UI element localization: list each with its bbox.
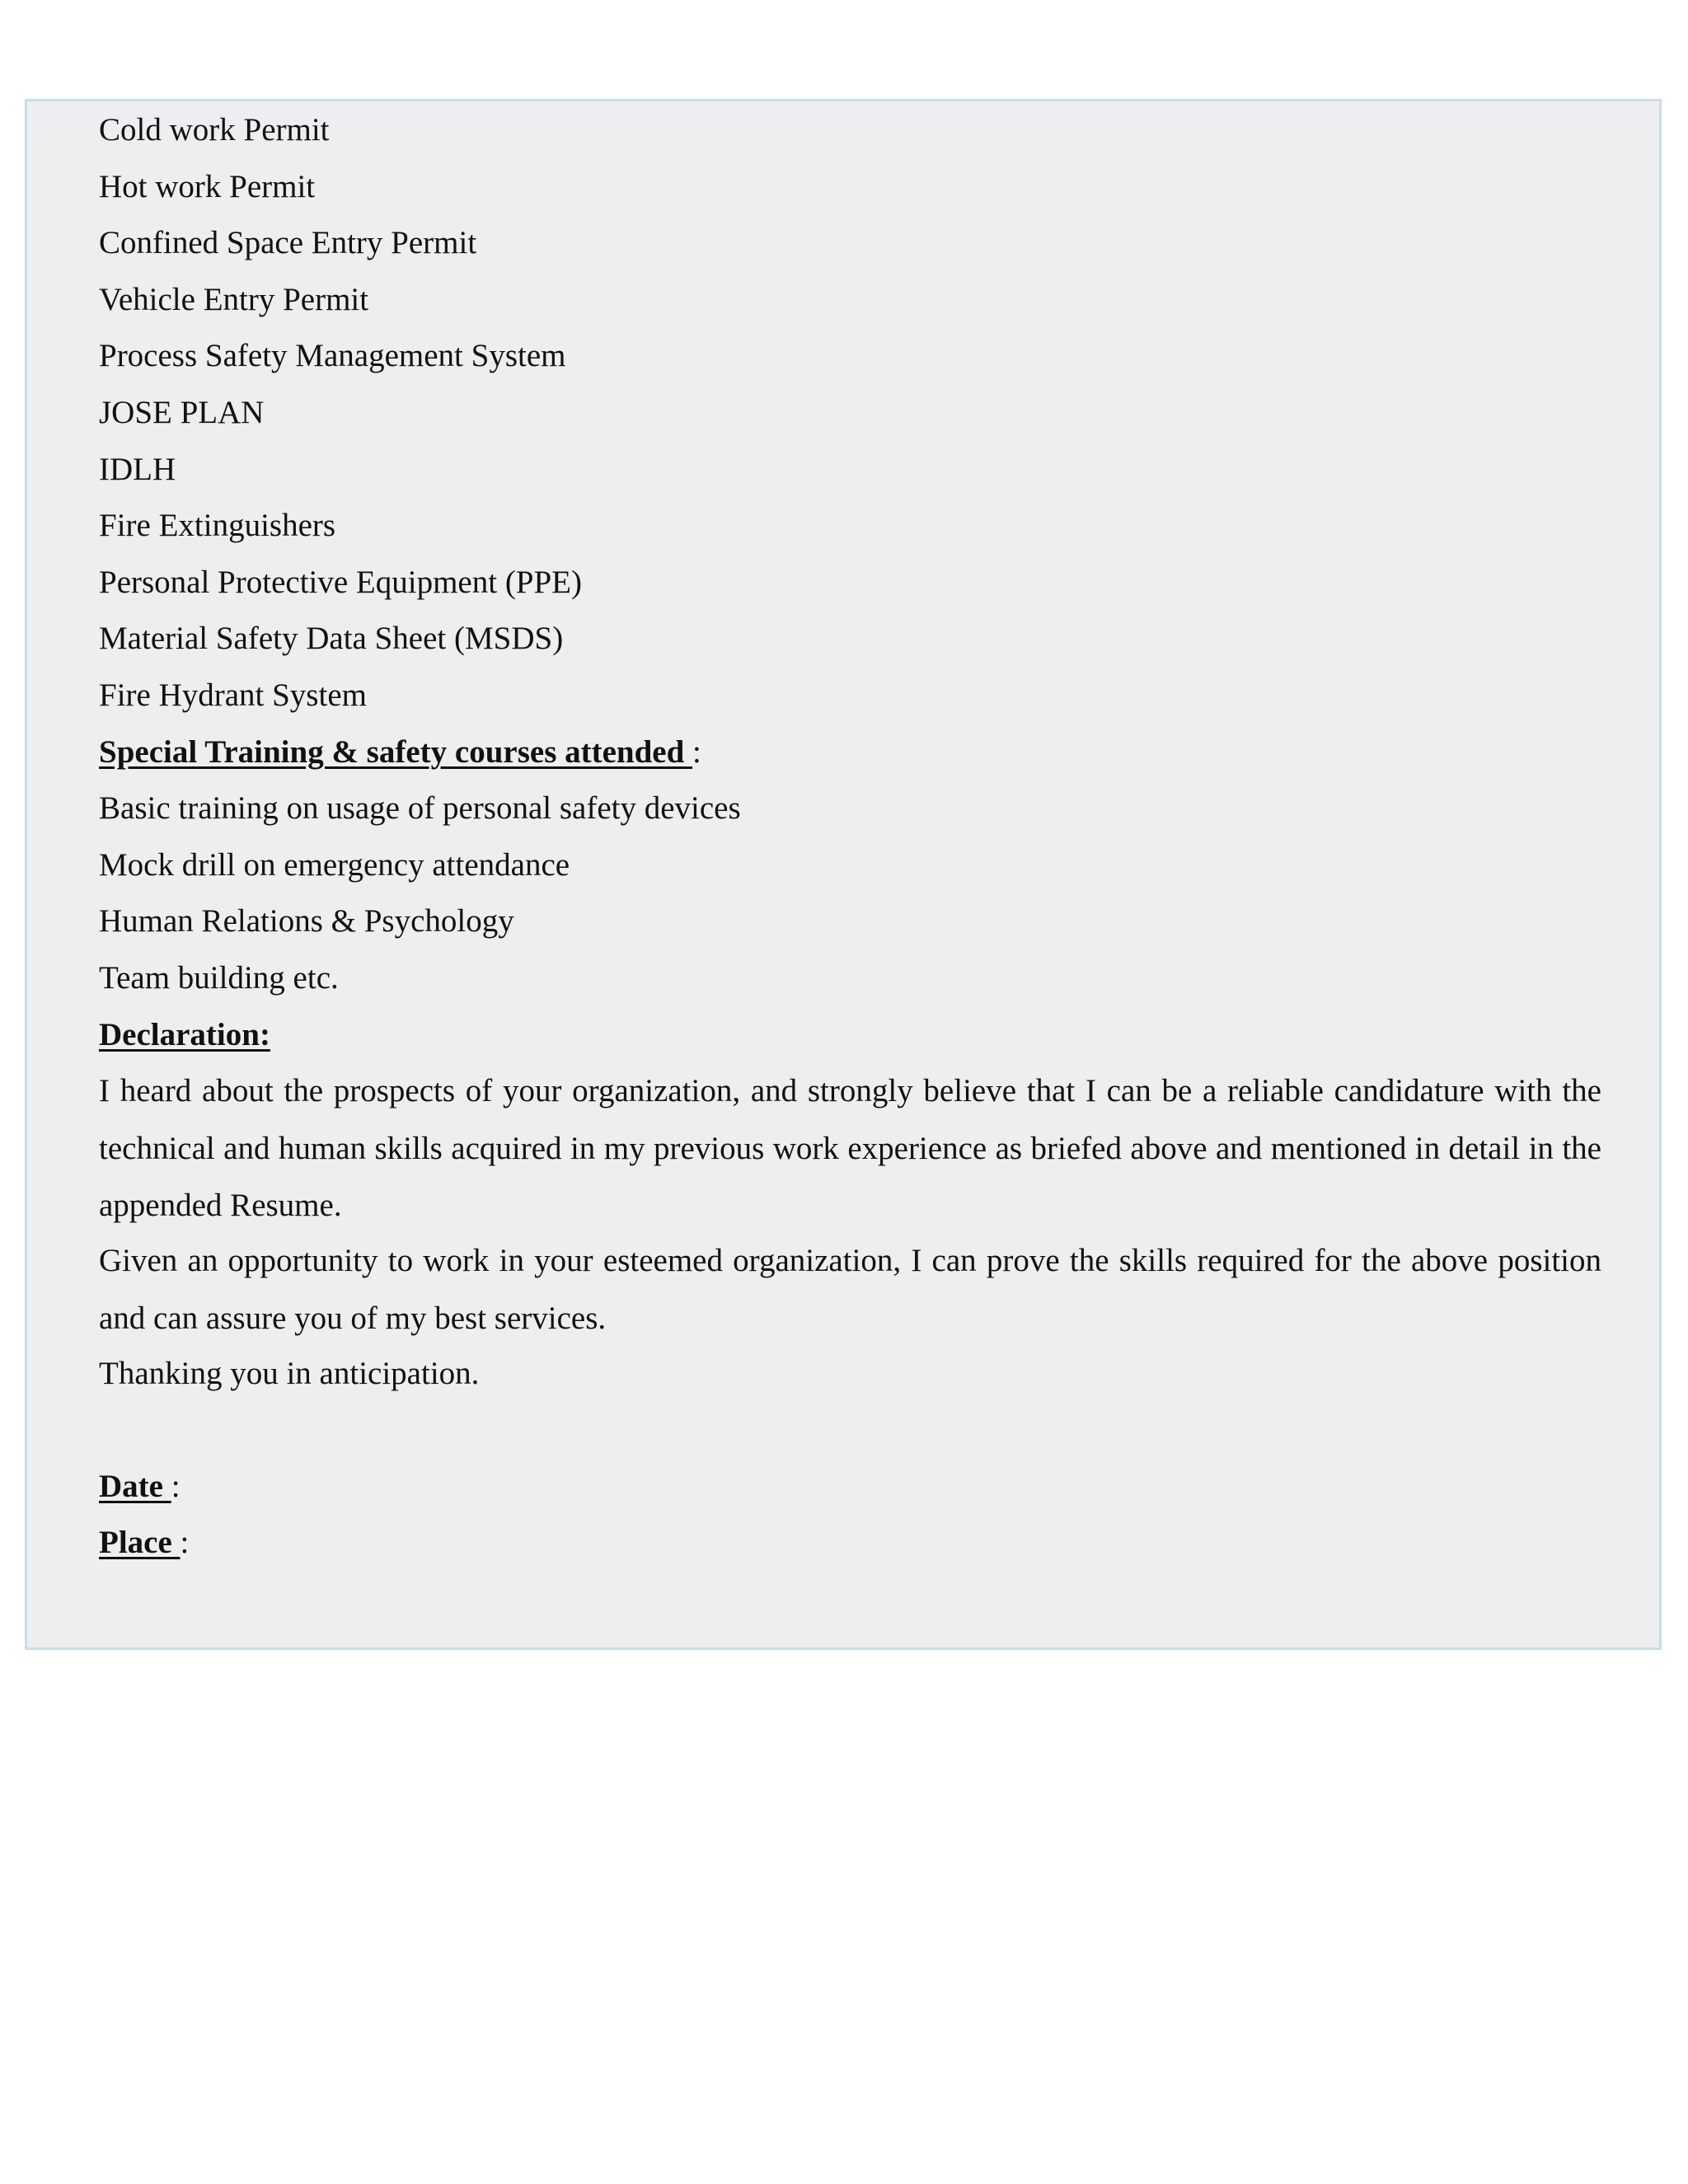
list-item-confined-space-entry-permit: Confined Space Entry Permit [99,225,477,260]
declaration-paragraph-1: I heard about the prospects of your organization, and strongly believe that I can be a reliable candidature with the technical and human skills acquired in my previous work experience as briefed above and mentioned in detail in the appended Resume. [99,1073,1601,1223]
date-colon: : [171,1469,181,1504]
training-item-human-relations: Human Relations & Psychology [99,903,514,939]
training-heading: Special Training & safety courses attended [99,734,693,770]
place-colon: : [180,1525,190,1560]
list-item-ppe: Personal Protective Equipment (PPE) [99,565,582,600]
declaration-paragraph-2: Given an opportunity to work in your esteemed organization, I can prove the skills required for the above position and can assure you of my best services. [99,1243,1601,1336]
place-line [99,1524,189,1562]
list-item-hot-work-permit: Hot work Permit [99,169,316,204]
list-item-msds: Material Safety Data Sheet (MSDS) [99,621,564,656]
place-label: Place [99,1525,181,1560]
date-line [99,1468,181,1506]
declaration-heading: Declaration: [99,1017,270,1052]
list-item-fire-hydrant-system: Fire Hydrant System [99,677,367,713]
list-item-jose-plan: JOSE PLAN [99,395,265,430]
list-item-vehicle-entry-permit: Vehicle Entry Permit [99,282,369,317]
training-heading-colon: : [692,734,701,770]
training-item-safety-devices: Basic training on usage of personal safety devices [99,790,741,826]
training-item-team-building: Team building etc. [99,960,339,996]
list-item-cold-work-permit: Cold work Permit [99,112,330,148]
list-item-fire-extinguishers: Fire Extinguishers [99,508,336,543]
training-item-mock-drill: Mock drill on emergency attendance [99,847,570,883]
list-item-idlh: IDLH [99,452,176,487]
declaration-closing: Thanking you in anticipation. [99,1356,480,1391]
content-panel [25,99,1662,1650]
date-label: Date [99,1469,171,1504]
training-heading-line [99,733,701,771]
list-item-process-safety-management: Process Safety Management System [99,338,566,373]
